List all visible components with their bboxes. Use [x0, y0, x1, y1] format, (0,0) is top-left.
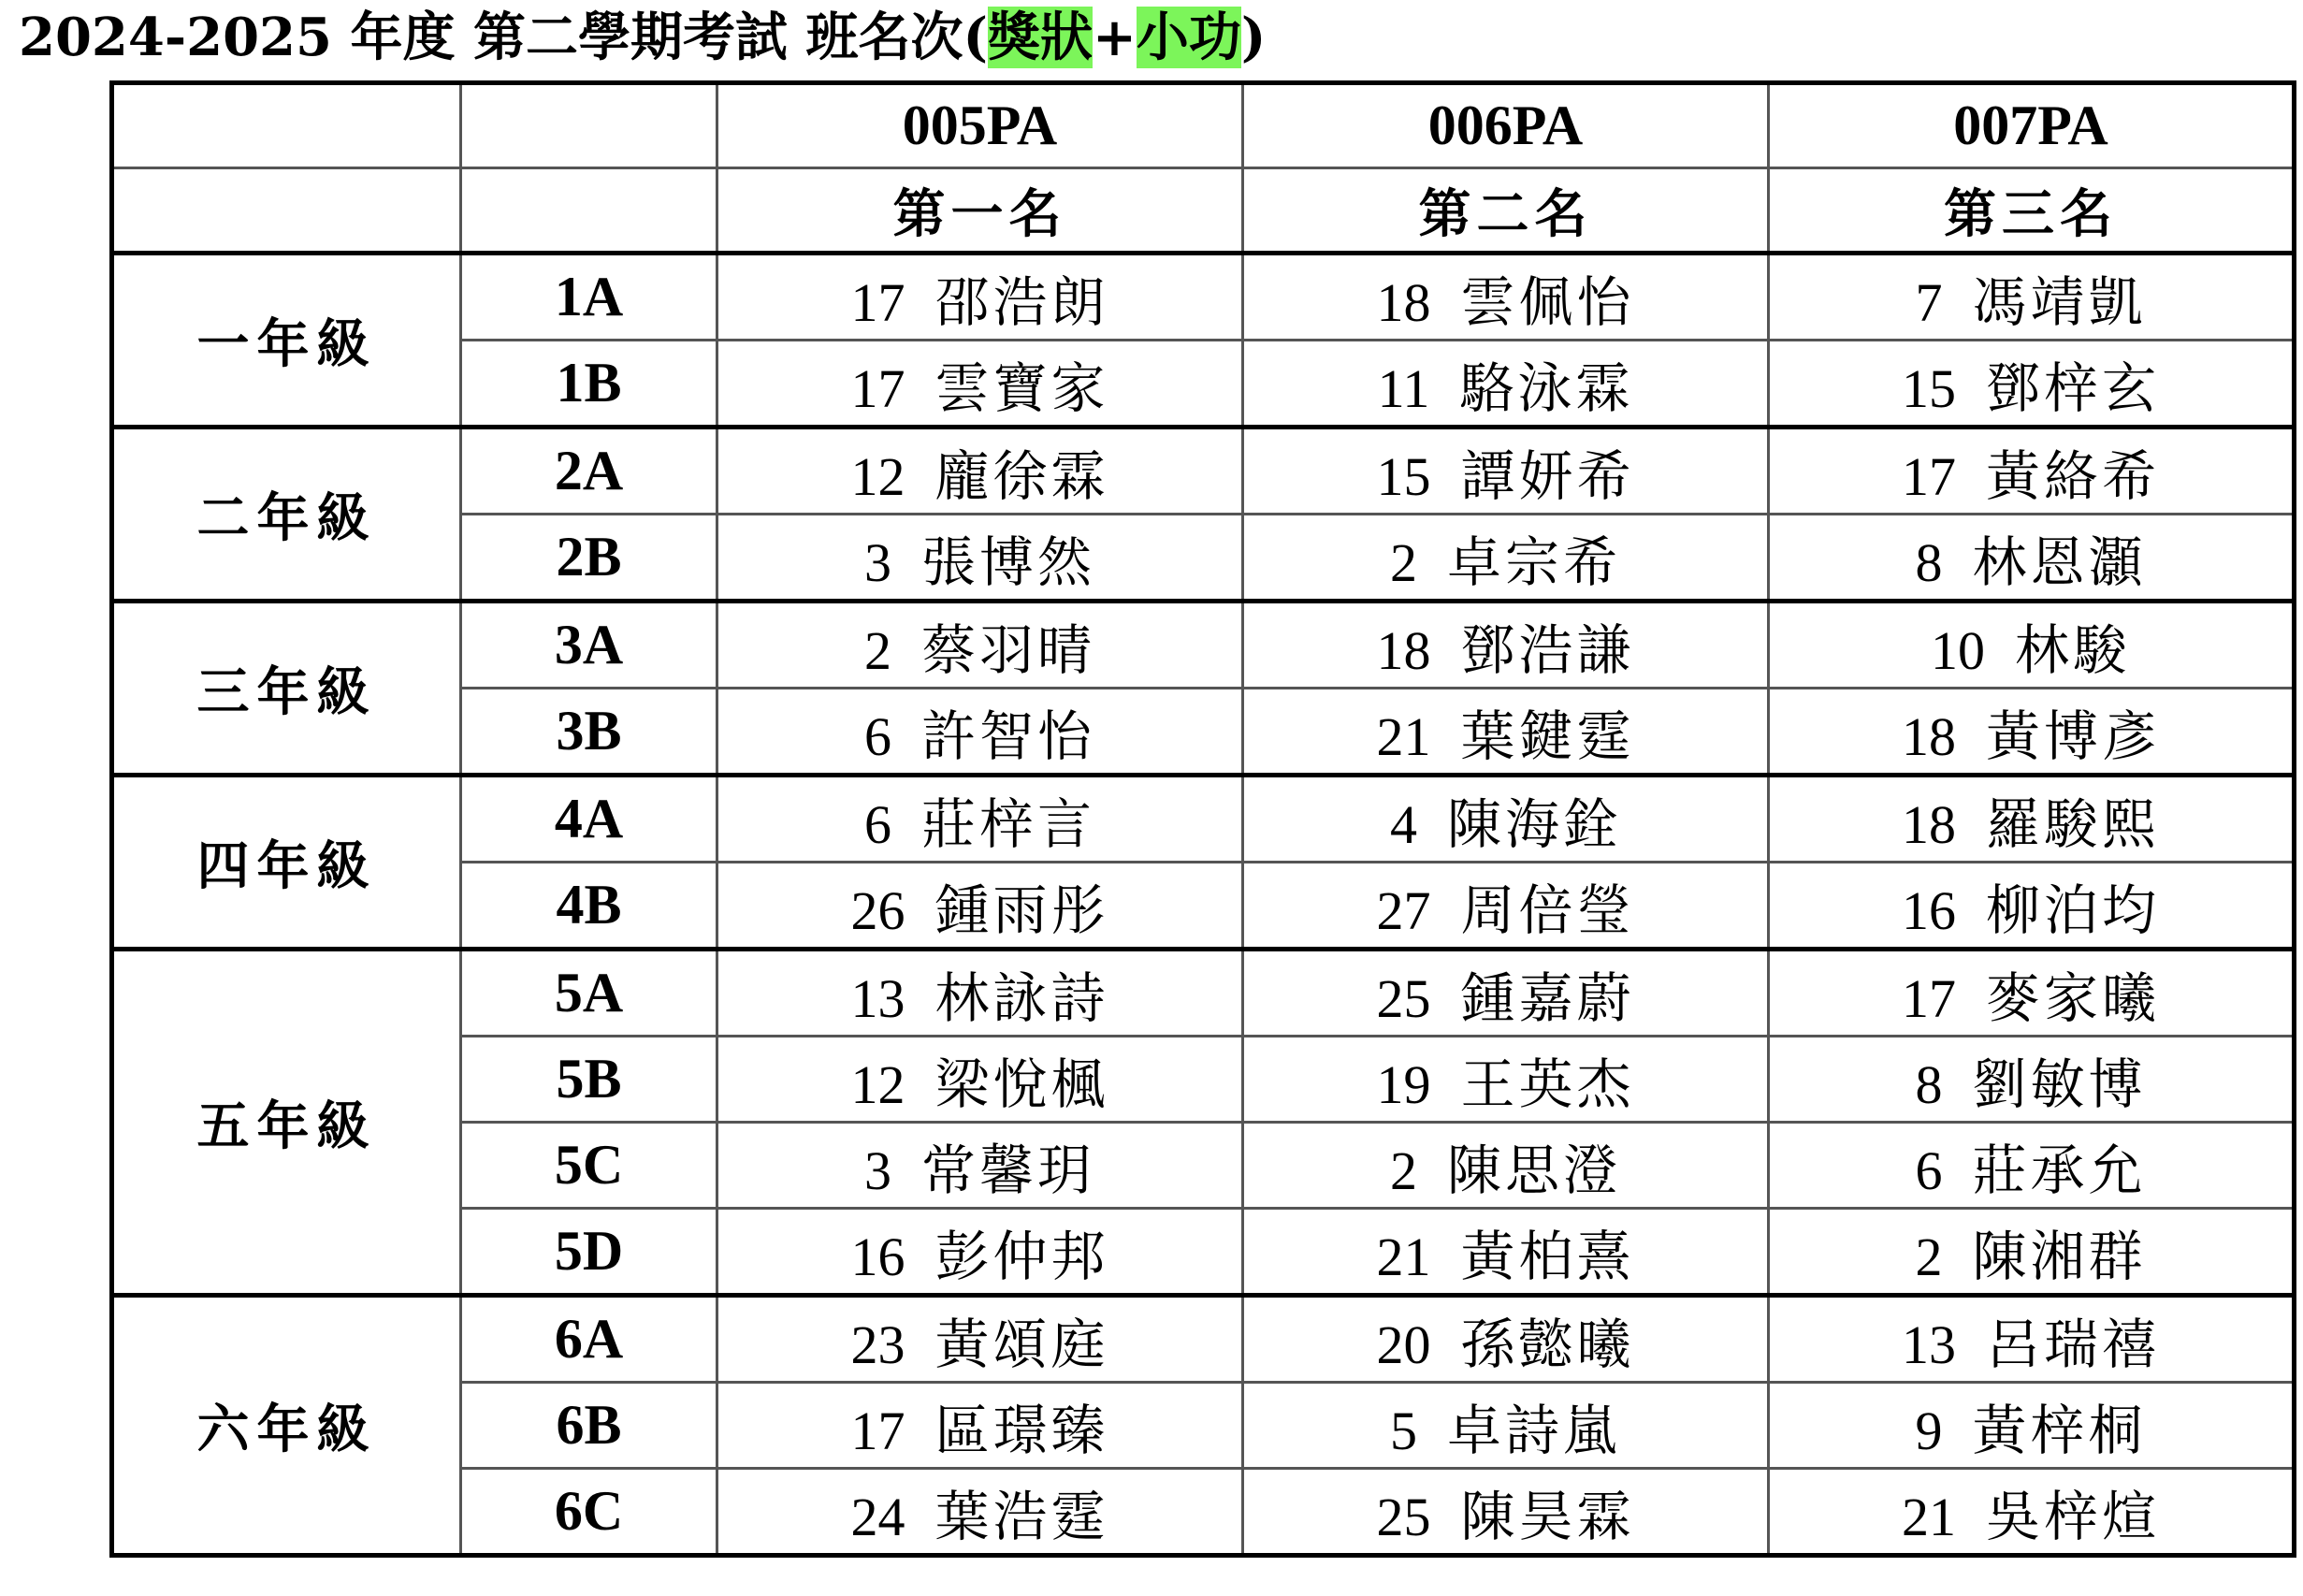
student-cell [1769, 776, 2295, 863]
student-cell [1769, 1037, 2295, 1123]
student-number: 13 [1901, 1313, 1956, 1375]
student-cell [1769, 1469, 2295, 1556]
student-cell [717, 776, 1243, 863]
header-empty-grade [112, 83, 461, 168]
student-name: 馮靖凱 [1972, 269, 2147, 334]
student-name: 吳梓煊 [1985, 1484, 2160, 1548]
student-cell [1243, 1296, 1769, 1383]
student-name: 周倍瑩 [1460, 878, 1635, 942]
student-number: 9 [1915, 1400, 1943, 1461]
student-name: 龐徐霖 [934, 443, 1109, 508]
student-name: 黃柏熹 [1460, 1224, 1635, 1288]
table-row [112, 602, 2295, 689]
student-number: 6 [863, 793, 891, 855]
student-number: 18 [1901, 793, 1956, 855]
student-name: 林詠詩 [934, 965, 1109, 1030]
table-row [112, 776, 2295, 863]
student-number: 7 [1915, 271, 1943, 333]
student-number: 25 [1376, 1486, 1431, 1547]
student-name: 黃博彥 [1985, 704, 2160, 768]
title-prefix: 2024-2025 年度 第二學期考試 班名次( [19, 7, 988, 68]
grade-label: 二年級 [112, 428, 461, 602]
student-cell [1769, 863, 2295, 950]
student-number: 5 [1389, 1400, 1417, 1461]
student-cell [717, 1123, 1243, 1209]
student-name: 邵浩朗 [934, 269, 1109, 334]
student-number: 23 [850, 1313, 905, 1375]
student-cell [717, 689, 1243, 776]
student-name: 鍾嘉蔚 [1460, 965, 1635, 1030]
student-cell [1243, 341, 1769, 428]
student-number: 6 [863, 705, 891, 767]
student-name: 陳思澄 [1446, 1138, 1621, 1202]
student-cell [1243, 254, 1769, 341]
student-cell [1243, 602, 1769, 689]
student-number: 4 [1389, 793, 1417, 855]
student-name: 羅駿熙 [1985, 791, 2160, 856]
header-empty-class [461, 83, 717, 168]
student-cell [1243, 1209, 1769, 1296]
student-name: 莊梓言 [920, 791, 1095, 856]
student-name: 王英杰 [1460, 1052, 1635, 1116]
student-cell [717, 1383, 1243, 1469]
student-cell [1769, 1383, 2295, 1469]
grade-label: 五年級 [112, 950, 461, 1296]
grade-label: 四年級 [112, 776, 461, 950]
class-label: 1A [461, 254, 717, 341]
class-label: 5A [461, 950, 717, 1037]
title-highlight-award: 獎狀 [987, 7, 1093, 68]
student-cell [1769, 1209, 2295, 1296]
student-name: 葉鍵霆 [1460, 704, 1635, 768]
student-number: 17 [850, 271, 905, 333]
student-name: 區璟臻 [934, 1398, 1109, 1462]
student-name: 蔡羽晴 [920, 617, 1095, 682]
student-number: 21 [1376, 1226, 1431, 1287]
student-number: 12 [850, 445, 905, 507]
student-number: 11 [1377, 357, 1430, 419]
class-label: 5B [461, 1037, 717, 1123]
document-title [19, 0, 1266, 75]
header-row-ranks [112, 168, 2295, 254]
student-name: 劉敏博 [1972, 1052, 2147, 1116]
student-number: 6 [1915, 1139, 1943, 1201]
student-cell [717, 1037, 1243, 1123]
header-rank: 第三名 [1769, 168, 2295, 254]
student-name: 林駿 [2014, 617, 2131, 682]
student-cell [1769, 428, 2295, 515]
student-number: 15 [1376, 445, 1431, 507]
student-cell [717, 602, 1243, 689]
student-number: 17 [1901, 967, 1956, 1029]
student-name: 雲寶家 [934, 355, 1109, 420]
ranking-table-body [112, 83, 2295, 1556]
student-name: 麥家曦 [1985, 965, 2160, 1030]
student-cell [717, 950, 1243, 1037]
student-number: 25 [1376, 967, 1431, 1029]
student-cell [1769, 515, 2295, 602]
student-name: 陳海銓 [1446, 791, 1621, 856]
student-cell [1243, 428, 1769, 515]
student-cell [717, 341, 1243, 428]
student-name: 呂瑞禧 [1985, 1312, 2160, 1376]
student-number: 21 [1901, 1486, 1956, 1547]
student-name: 卓宗希 [1446, 530, 1621, 594]
table-row [112, 950, 2295, 1037]
header-empty-grade [112, 168, 461, 254]
student-number: 3 [863, 531, 891, 593]
student-name: 鄧梓玄 [1985, 355, 2160, 420]
student-cell [1769, 689, 2295, 776]
grade-label: 一年級 [112, 254, 461, 428]
student-name: 陳湘群 [1972, 1224, 2147, 1288]
table-row [112, 254, 2295, 341]
student-name: 黃頌庭 [934, 1312, 1109, 1376]
student-number: 21 [1376, 705, 1431, 767]
student-name: 陳昊霖 [1460, 1484, 1635, 1548]
student-name: 雲佩怡 [1460, 269, 1635, 334]
header-rank: 第二名 [1243, 168, 1769, 254]
student-name: 孫懿曦 [1460, 1312, 1635, 1376]
student-cell [1769, 1296, 2295, 1383]
header-code: 007PA [1769, 83, 2295, 168]
student-number: 18 [1376, 271, 1431, 333]
table-row [112, 1296, 2295, 1383]
student-cell [717, 1209, 1243, 1296]
student-name: 柳泊均 [1985, 878, 2160, 942]
grade-label: 三年級 [112, 602, 461, 776]
student-number: 2 [1389, 531, 1417, 593]
student-cell [717, 515, 1243, 602]
student-name: 卓詩嵐 [1446, 1398, 1621, 1462]
student-number: 18 [1376, 619, 1431, 681]
student-name: 莊承允 [1972, 1138, 2147, 1202]
grade-label: 六年級 [112, 1296, 461, 1556]
student-number: 13 [850, 967, 905, 1029]
header-empty-class [461, 168, 717, 254]
student-cell [1243, 776, 1769, 863]
student-name: 駱泳霖 [1459, 355, 1634, 420]
student-cell [1243, 1123, 1769, 1209]
student-number: 8 [1915, 531, 1943, 593]
student-cell [1243, 1469, 1769, 1556]
student-number: 17 [1901, 445, 1956, 507]
student-number: 17 [850, 357, 905, 419]
title-plus: + [1092, 7, 1137, 68]
student-cell [1243, 1037, 1769, 1123]
student-cell [717, 1296, 1243, 1383]
class-label: 5D [461, 1209, 717, 1296]
class-label: 3A [461, 602, 717, 689]
student-number: 16 [850, 1226, 905, 1287]
student-number: 15 [1901, 357, 1956, 419]
student-cell [1769, 950, 2295, 1037]
student-number: 24 [850, 1486, 905, 1547]
student-number: 27 [1376, 879, 1431, 941]
student-name: 黃梓桐 [1972, 1398, 2147, 1462]
student-number: 2 [863, 619, 891, 681]
student-name: 譚妍希 [1460, 443, 1635, 508]
student-name: 葉浩霆 [934, 1484, 1109, 1548]
student-number: 17 [850, 1400, 905, 1461]
student-name: 鄧浩謙 [1460, 617, 1635, 682]
student-name: 林恩灝 [1972, 530, 2147, 594]
student-name: 許智怡 [920, 704, 1095, 768]
table-row [112, 428, 2295, 515]
student-cell [717, 1469, 1243, 1556]
class-label: 6A [461, 1296, 717, 1383]
ranking-table [109, 80, 2296, 1558]
student-cell [717, 863, 1243, 950]
student-name: 彭仲邦 [934, 1224, 1109, 1288]
class-label: 5C [461, 1123, 717, 1209]
class-label: 2B [461, 515, 717, 602]
header-row-codes [112, 83, 2295, 168]
class-label: 1B [461, 341, 717, 428]
title-suffix: ) [1240, 7, 1267, 68]
student-cell [1769, 254, 2295, 341]
student-cell [1243, 689, 1769, 776]
student-number: 2 [1915, 1226, 1943, 1287]
student-cell [1243, 1383, 1769, 1469]
student-cell [1243, 950, 1769, 1037]
student-number: 18 [1901, 705, 1956, 767]
class-label: 4A [461, 776, 717, 863]
student-number: 3 [863, 1139, 891, 1201]
student-number: 2 [1389, 1139, 1417, 1201]
student-name: 鍾雨彤 [934, 878, 1109, 942]
class-label: 4B [461, 863, 717, 950]
student-name: 黃絡希 [1985, 443, 2160, 508]
class-label: 6B [461, 1383, 717, 1469]
student-name: 張博然 [920, 530, 1095, 594]
student-number: 26 [850, 879, 905, 941]
student-number: 20 [1376, 1313, 1431, 1375]
class-label: 2A [461, 428, 717, 515]
student-number: 16 [1901, 879, 1956, 941]
class-label: 6C [461, 1469, 717, 1556]
header-rank: 第一名 [717, 168, 1243, 254]
student-cell [1243, 515, 1769, 602]
class-label: 3B [461, 689, 717, 776]
student-number: 8 [1915, 1053, 1943, 1115]
student-number: 10 [1930, 619, 1985, 681]
student-cell [1769, 602, 2295, 689]
student-name: 梁悅楓 [934, 1052, 1109, 1116]
student-cell [717, 254, 1243, 341]
header-code: 005PA [717, 83, 1243, 168]
header-code: 006PA [1243, 83, 1769, 168]
title-highlight-merit: 小功 [1136, 7, 1241, 68]
student-number: 19 [1376, 1053, 1431, 1115]
student-cell [717, 428, 1243, 515]
student-number: 12 [850, 1053, 905, 1115]
student-cell [1769, 1123, 2295, 1209]
student-cell [1769, 341, 2295, 428]
student-name: 常馨玥 [920, 1138, 1095, 1202]
student-cell [1243, 863, 1769, 950]
